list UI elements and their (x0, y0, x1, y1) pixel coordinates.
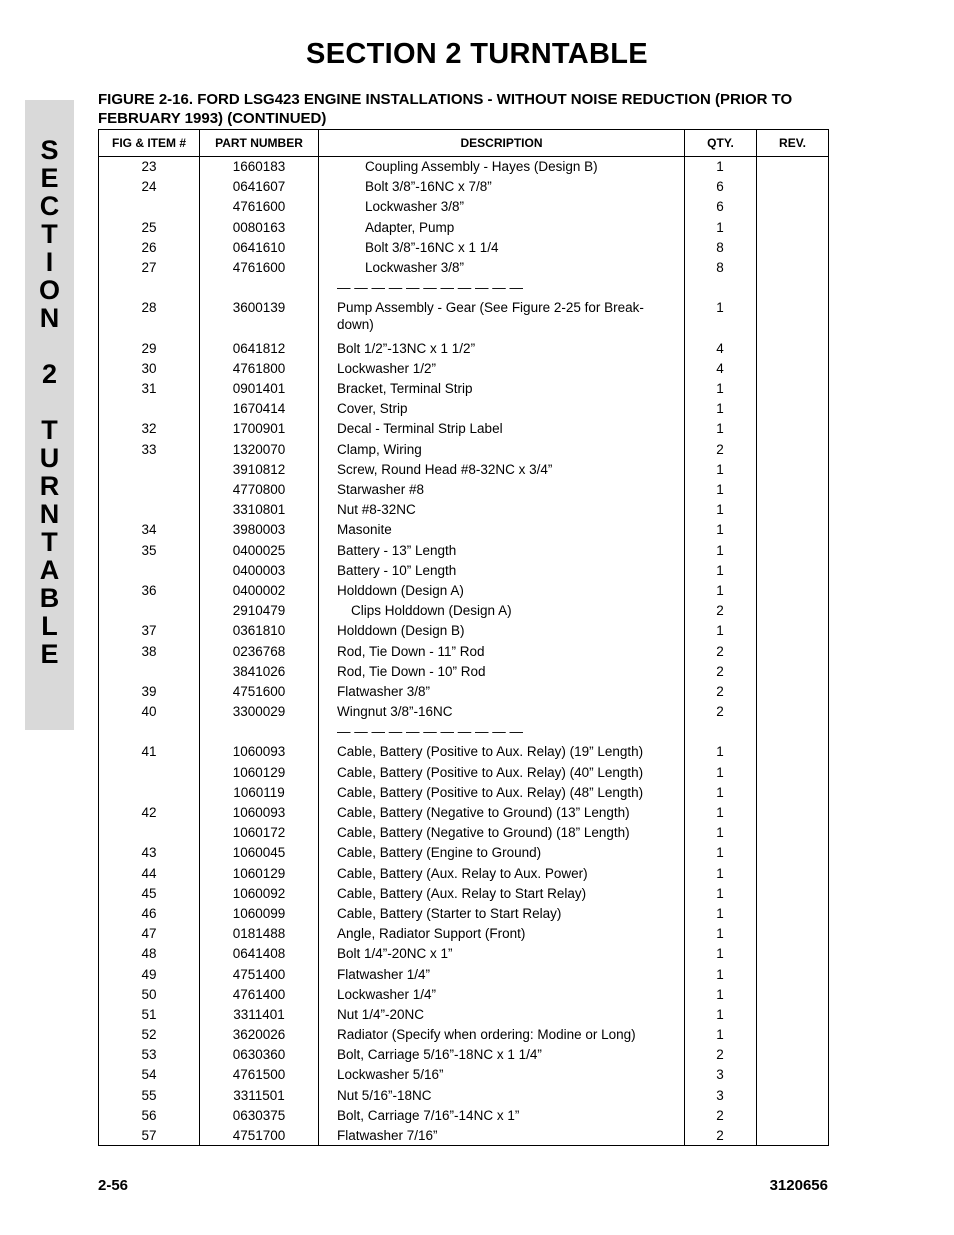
cell-description: Screw, Round Head #8-32NC x 3/4” (337, 461, 553, 477)
cell-qty: 6 (716, 179, 724, 195)
cell-description: Cable, Battery (Engine to Ground) (337, 845, 542, 861)
cell-description: Nut 5/16”-18NC (337, 1087, 432, 1103)
cell-fig-item: 51 (141, 1006, 157, 1022)
cell-part-number: 4761600 (232, 259, 286, 275)
cell-part-number: 0080163 (232, 219, 286, 235)
cell-fig-item: 54 (141, 1067, 157, 1083)
cell-description: Bracket, Terminal Strip (337, 381, 473, 397)
table-row (99, 500, 828, 520)
cell-fig-item: 46 (141, 905, 157, 921)
header-description: DESCRIPTION (460, 136, 543, 150)
cell-description: Pump Assembly - Gear (See Figure 2-25 for Break-down) (337, 300, 644, 333)
table-row (99, 1086, 828, 1106)
cell-part-number: 4761500 (232, 1067, 286, 1083)
table-row (99, 742, 828, 762)
cell-fig-item: 24 (141, 179, 157, 195)
cell-qty: 1 (716, 1006, 724, 1022)
section-side-tab (25, 100, 74, 730)
cell-fig-item: 38 (141, 643, 157, 659)
cell-fig-item: 26 (141, 239, 157, 255)
cell-description: Nut #8-32NC (337, 502, 416, 518)
cell-description: Cable, Battery (Starter to Start Relay) (337, 905, 562, 921)
cell-fig-item: 29 (141, 340, 157, 356)
cell-description: Bolt 3/8”-16NC x 1 1/4 (365, 239, 499, 255)
table-row (99, 460, 828, 480)
cell-qty: 1 (716, 159, 724, 174)
table-row (99, 1005, 828, 1025)
table-row (99, 1065, 828, 1085)
cell-qty: 1 (716, 986, 724, 1002)
cell-part-number: 0400025 (232, 542, 286, 558)
table-row (99, 904, 828, 924)
table-row (99, 541, 828, 561)
cell-fig-item: 37 (141, 623, 157, 639)
cell-part-number: 1060129 (232, 764, 286, 780)
cell-qty: 2 (716, 683, 724, 699)
cell-description: Battery - 10” Length (337, 562, 457, 578)
cell-description: Bolt 3/8”-16NC x 7/8” (365, 179, 492, 195)
cell-qty: 2 (716, 704, 724, 720)
cell-part-number: 1060092 (232, 885, 286, 901)
cell-fig-item (99, 722, 199, 723)
cell-fig-item (99, 197, 199, 198)
cell-description: Lockwasher 3/8” (365, 199, 465, 215)
side-tab-letter: E (40, 163, 59, 193)
cell-part-number: 4751700 (232, 1128, 286, 1144)
cell-fig-item: 34 (141, 522, 157, 538)
cell-description: Flatwasher 3/8” (337, 683, 431, 699)
cell-qty: 2 (716, 663, 724, 679)
cell-fig-item (99, 399, 199, 400)
cell-fig-item: 36 (141, 582, 157, 598)
cell-qty: 2 (716, 643, 724, 659)
side-tab-letter: C (39, 191, 60, 221)
cell-description: Lockwasher 5/16” (337, 1067, 444, 1083)
cell-fig-item: 35 (141, 542, 157, 558)
cell-fig-item: 55 (141, 1087, 157, 1103)
parts-table (98, 129, 829, 1146)
cell-part-number: 0630360 (232, 1047, 286, 1063)
table-row (99, 1106, 828, 1126)
cell-description: Lockwasher 1/4” (337, 986, 437, 1002)
cell-part-number: 4761600 (232, 199, 286, 215)
cell-description: — — — — — — — — — — — (337, 724, 524, 740)
table-row (99, 197, 828, 217)
cell-part-number: 0641610 (232, 239, 286, 255)
page-number: 2-56 (98, 1177, 129, 1194)
header-qty: QTY. (707, 136, 734, 150)
side-tab-letter: E (40, 639, 59, 669)
table-row (99, 823, 828, 843)
table-row (99, 238, 828, 258)
side-tab-letter: B (39, 583, 60, 613)
cell-part-number: 1060045 (232, 845, 286, 861)
cell-qty: 2 (716, 603, 724, 619)
cell-part-number: 0641408 (232, 946, 286, 962)
table-row (99, 298, 828, 338)
side-tab-letter: T (41, 219, 58, 249)
cell-qty: 1 (716, 381, 724, 397)
cell-qty: 1 (716, 865, 724, 881)
cell-qty (685, 278, 755, 279)
cell-fig-item: 41 (141, 744, 157, 760)
cell-part-number: 3311401 (233, 1006, 285, 1022)
cell-fig-item (99, 763, 199, 764)
cell-description: Lockwasher 3/8” (365, 259, 465, 275)
cell-part-number: 4761800 (232, 360, 286, 376)
side-tab-letter: S (40, 135, 59, 165)
table-row (99, 924, 828, 944)
cell-part-number: 1060093 (232, 744, 286, 760)
cell-qty: 1 (716, 946, 724, 962)
cell-description: Cable, Battery (Positive to Aux. Relay) (40” Length) (337, 764, 644, 780)
cell-description: Clips Holddown (Design A) (351, 603, 512, 619)
cell-description: Bolt, Carriage 5/16”-18NC x 1 1/4” (337, 1047, 542, 1063)
cell-part-number: 1060129 (232, 865, 286, 881)
cell-part-number: 1060119 (233, 784, 285, 800)
figure-title: FIGURE 2-16. FORD LSG423 ENGINE INSTALLATIONS - WITHOUT NOISE REDUCTION (PRIOR TO FEBRUARY 1993) (CONTINUED) (98, 91, 793, 127)
side-tab-letter: N (39, 499, 60, 529)
cell-description: Cover, Strip (337, 401, 408, 417)
table-row (99, 682, 828, 702)
table-row (99, 642, 828, 662)
cell-qty: 1 (716, 401, 724, 417)
cell-part-number: 3980003 (232, 522, 286, 538)
cell-description: Adapter, Pump (365, 219, 455, 235)
cell-description: Masonite (337, 522, 392, 538)
cell-description: Bolt 1/4”-20NC x 1” (337, 946, 453, 962)
side-tab-letter: I (45, 247, 54, 277)
cell-qty: 1 (716, 482, 724, 498)
cell-part-number: 1320070 (232, 441, 286, 457)
table-row (99, 581, 828, 601)
cell-qty: 1 (716, 502, 724, 518)
cell-qty: 1 (716, 542, 724, 558)
cell-description: Decal - Terminal Strip Label (337, 421, 503, 437)
cell-fig-item (99, 601, 199, 602)
cell-fig-item: 56 (141, 1107, 157, 1123)
cell-part-number: 1060172 (232, 825, 286, 841)
cell-fig-item: 47 (141, 926, 157, 942)
cell-fig-item: 50 (141, 986, 157, 1002)
cell-part-number: 4751400 (232, 966, 286, 982)
table-row (99, 843, 828, 863)
cell-fig-item (99, 561, 199, 562)
cell-description: Lockwasher 1/2” (337, 360, 437, 376)
cell-description: Cable, Battery (Negative to Ground) (13” Length) (337, 805, 630, 821)
cell-part-number: 0181488 (232, 926, 286, 942)
cell-qty: 2 (716, 1107, 724, 1123)
cell-part-number: 0400002 (232, 582, 286, 598)
cell-fig-item (99, 278, 199, 279)
table-row (99, 1126, 828, 1146)
cell-fig-item: 57 (141, 1128, 157, 1144)
cell-part-number: 1060093 (232, 805, 286, 821)
cell-qty: 2 (716, 441, 724, 457)
cell-description: Clamp, Wiring (337, 441, 422, 457)
table-row (99, 702, 828, 722)
cell-fig-item (99, 783, 199, 784)
cell-fig-item: 33 (141, 441, 157, 457)
cell-part-number: 3600139 (232, 300, 286, 316)
cell-fig-item (99, 480, 199, 481)
cell-qty: 4 (716, 360, 724, 376)
table-row (99, 561, 828, 581)
cell-qty: 3 (716, 1087, 724, 1103)
cell-qty: 8 (716, 259, 724, 275)
cell-description: Starwasher #8 (337, 482, 425, 498)
table-row (99, 1045, 828, 1065)
table-row (99, 440, 828, 460)
table-row (99, 864, 828, 884)
cell-part-number: 0361810 (232, 623, 286, 639)
table-row (99, 965, 828, 985)
cell-description: Radiator (Specify when ordering: Modine or Long) (337, 1027, 636, 1043)
cell-description: Holddown (Design A) (337, 582, 464, 598)
cell-part-number: 0901401 (232, 381, 286, 397)
cell-fig-item (99, 500, 199, 501)
table-row (99, 783, 828, 803)
cell-part-number: 3311501 (233, 1087, 285, 1103)
cell-fig-item: 39 (141, 683, 157, 699)
cell-description: Bolt, Carriage 7/16”-14NC x 1” (337, 1107, 520, 1123)
table-row (99, 419, 828, 439)
cell-qty: 1 (716, 582, 724, 598)
cell-qty: 1 (716, 966, 724, 982)
cell-part-number: 1660183 (232, 159, 286, 174)
table-row (99, 359, 828, 379)
cell-part-number: 3620026 (232, 1027, 286, 1043)
cell-fig-item: 27 (141, 259, 157, 275)
table-row (99, 258, 828, 278)
side-tab-letter: N (39, 303, 60, 333)
cell-qty: 1 (716, 461, 724, 477)
cell-part-number: 3310801 (232, 502, 286, 518)
side-tab-letter: T (41, 527, 58, 557)
cell-fig-item: 48 (141, 946, 157, 962)
table-row (99, 662, 828, 682)
side-tab-letter: O (38, 275, 60, 305)
cell-qty: 1 (716, 845, 724, 861)
cell-qty: 1 (716, 1027, 724, 1043)
cell-fig-item (99, 823, 199, 824)
cell-fig-item: 30 (141, 360, 157, 376)
table-row (99, 339, 828, 359)
cell-fig-item: 45 (141, 885, 157, 901)
cell-part-number: 3910812 (232, 461, 286, 477)
cell-part-number: 0641812 (232, 340, 286, 356)
cell-fig-item: 43 (141, 845, 157, 861)
cell-description: Battery - 13” Length (337, 542, 457, 558)
side-tab-letter: U (39, 443, 60, 473)
cell-part-number: 0630375 (232, 1107, 286, 1123)
header-fig-item: FIG & ITEM # (111, 136, 186, 150)
cell-part-number: 4770800 (232, 482, 286, 498)
cell-qty: 4 (716, 340, 724, 356)
cell-qty: 1 (716, 744, 724, 760)
cell-description: Wingnut 3/8”-16NC (337, 704, 453, 720)
cell-fig-item: 52 (141, 1027, 157, 1043)
cell-fig-item: 32 (141, 421, 157, 437)
side-tab-letter: A (39, 555, 60, 585)
table-row (99, 480, 828, 500)
header-rev: REV. (779, 136, 806, 150)
side-tab-letter: R (39, 471, 60, 501)
cell-description: Cable, Battery (Aux. Relay to Aux. Power) (337, 865, 588, 881)
page-title: SECTION 2 TURNTABLE (306, 38, 648, 70)
side-tab-letter: 2 (41, 359, 58, 389)
side-tab-letters (25, 136, 74, 668)
table-row (99, 601, 828, 621)
cell-description: Nut 1/4”-20NC (337, 1006, 425, 1022)
cell-qty: 8 (716, 239, 724, 255)
cell-description: Holddown (Design B) (337, 623, 465, 639)
cell-fig-item: 44 (141, 865, 157, 881)
cell-part-number: 0236768 (232, 643, 286, 659)
table-row (99, 157, 828, 177)
side-tab-letter: L (41, 611, 58, 641)
cell-qty: 3 (716, 1067, 724, 1083)
document-number: 3120656 (769, 1177, 828, 1194)
cell-description: Rod, Tie Down - 11” Rod (337, 643, 485, 659)
cell-qty: 1 (716, 764, 724, 780)
cell-part-number: 4761400 (232, 986, 286, 1002)
cell-fig-item: 28 (141, 300, 157, 316)
cell-description: Angle, Radiator Support (Front) (337, 926, 526, 942)
cell-part-number: 3300029 (232, 704, 286, 720)
table-row (99, 803, 828, 823)
cell-description: Bolt 1/2”-13NC x 1 1/2” (337, 340, 476, 356)
cell-part-number: 1060099 (232, 905, 286, 921)
table-row (99, 1025, 828, 1045)
table-row (99, 944, 828, 964)
cell-part-number: 3841026 (232, 663, 286, 679)
cell-fig-item (99, 662, 199, 663)
cell-qty: 1 (716, 825, 724, 841)
cell-qty: 1 (716, 623, 724, 639)
cell-qty: 1 (716, 905, 724, 921)
cell-part-number (200, 722, 318, 723)
cell-qty: 1 (716, 421, 724, 437)
cell-description: Coupling Assembly - Hayes (Design B) (365, 159, 598, 174)
cell-qty: 1 (716, 885, 724, 901)
cell-part-number (200, 278, 318, 279)
cell-description: Cable, Battery (Negative to Ground) (18” Length) (337, 825, 630, 841)
table-body (99, 157, 828, 1146)
cell-description: — — — — — — — — — — — (337, 280, 524, 296)
cell-qty: 2 (716, 1047, 724, 1063)
cell-part-number: 2910479 (232, 603, 286, 619)
cell-part-number: 1670414 (232, 401, 286, 417)
cell-description: Cable, Battery (Aux. Relay to Start Relay) (337, 885, 587, 901)
cell-fig-item: 53 (141, 1047, 157, 1063)
cell-qty: 1 (716, 926, 724, 942)
cell-part-number: 1700901 (232, 421, 286, 437)
header-part-number: PART NUMBER (215, 136, 303, 150)
side-tab-letter: T (41, 415, 58, 445)
cell-description: Cable, Battery (Positive to Aux. Relay) (48” Length) (337, 784, 644, 800)
cell-fig-item: 42 (141, 805, 157, 821)
table-row (99, 985, 828, 1005)
cell-qty: 1 (716, 784, 724, 800)
cell-qty: 1 (716, 300, 724, 316)
cell-qty: 6 (716, 199, 724, 215)
cell-description: Rod, Tie Down - 10” Rod (337, 663, 486, 679)
cell-description: Flatwasher 7/16” (337, 1128, 438, 1144)
cell-qty: 1 (716, 562, 724, 578)
cell-description: Flatwasher 1/4” (337, 966, 431, 982)
cell-qty: 1 (716, 522, 724, 538)
cell-qty: 1 (716, 219, 724, 235)
table-row (99, 379, 828, 399)
table-row (99, 177, 828, 197)
cell-part-number: 0400003 (232, 562, 286, 578)
table-row (99, 763, 828, 783)
table-row (99, 218, 828, 238)
table-row (99, 722, 828, 742)
cell-fig-item (99, 460, 199, 461)
table-row (99, 520, 828, 540)
cell-fig-item: 49 (141, 966, 157, 982)
table-row (99, 278, 828, 298)
table-row (99, 621, 828, 641)
cell-part-number: 0641607 (232, 179, 286, 195)
table-row (99, 399, 828, 419)
cell-part-number: 4751600 (232, 683, 286, 699)
cell-fig-item: 31 (141, 381, 157, 397)
cell-fig-item: 25 (141, 219, 157, 235)
cell-fig-item: 23 (141, 159, 157, 174)
cell-qty: 2 (716, 1128, 724, 1144)
cell-description: Cable, Battery (Positive to Aux. Relay) (19” Length) (337, 744, 644, 760)
cell-qty (685, 722, 755, 723)
cell-qty: 1 (716, 805, 724, 821)
table-row (99, 884, 828, 904)
cell-fig-item: 40 (141, 704, 157, 720)
